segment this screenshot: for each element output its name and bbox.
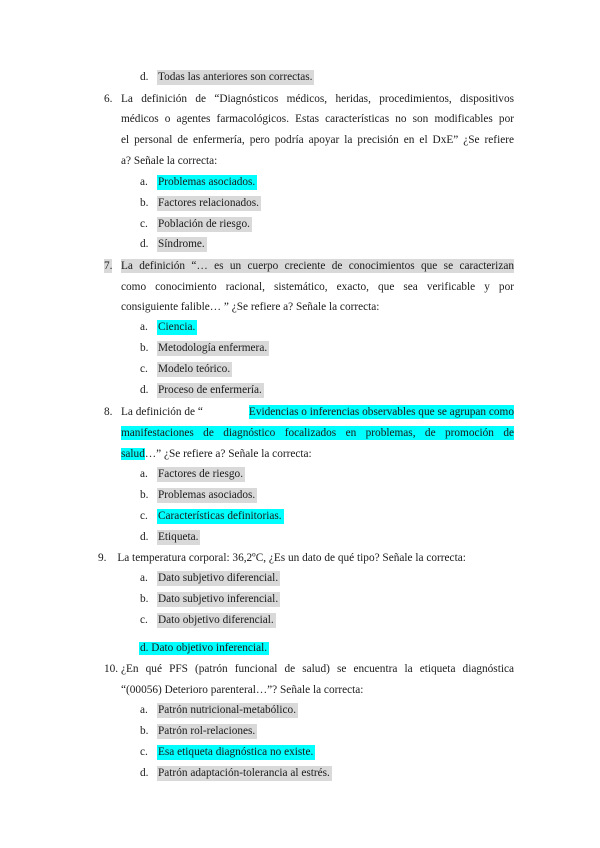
option-text: Ciencia. (158, 321, 196, 333)
option-text: Esa etiqueta diagnóstica no existe. (158, 746, 314, 758)
option-text: d. Dato objetivo inferencial. (140, 642, 268, 654)
option-text: Modelo teórico. (158, 363, 231, 375)
question-text: a? Señale la correcta: (121, 155, 218, 167)
question-number: 6. (104, 93, 113, 105)
option-text: Características definitorias. (158, 510, 282, 522)
option-text: Síndrome. (158, 238, 205, 250)
option-text: Dato subjetivo diferencial. (158, 572, 279, 584)
question-number: 8. (104, 406, 113, 418)
option-text: Metodología enfermera. (158, 342, 268, 354)
question-number: 7. (104, 260, 113, 272)
option-text: Dato objetivo diferencial. (158, 614, 274, 626)
option-text: Patrón rol-relaciones. (158, 725, 256, 737)
question-text: La definición de “Diagnósticos médicos, heridas, procedimientos, dispositivos (121, 93, 514, 105)
option-text: Todas las anteriores son correctas. (158, 71, 313, 83)
option-text: Patrón nutricional-metabólico. (158, 704, 297, 716)
question-text: “(00056) Deterioro parenteral…”? Señale la correcta: (121, 684, 364, 696)
question-text: …” ¿Se refiere a? Señale la correcta: (144, 448, 312, 460)
document-page: d. Todas las anteriores son correctas. 6. La definición de “Diagnósticos médicos, heridas, procedimientos, dispositivos médicos o agentes farmacológicos. Estas características no son modificables por el personal de enfermería, pero podría apoyar la precisión en el DxE” ¿Se refiere a? Señale la correcta: a. Problemas asociados. b. Factores relacionados. c. Población de riesgo. d. Síndrome. 7. La definición “… es un cuerpo creciente de conocimientos que se caracterizan como conocimiento racional, sistemático, exacto, que sea verificable y por consiguiente falible… ” ¿Se refiere a? Señale la correcta: a. Ciencia. b. Metodología enfermera. c. Modelo teórico. d. Proceso de enfermería. 8. La definición de “ Evidencias o inferencias observables que se agrupan como manifestaciones de diagnóstico focalizados en problemas, de promoción de salud…” ¿Se refiere a? Señale la correcta: a. Factores de riesgo. b. Problemas asociados. c. Características definitorias. d. Etiqueta. 9. La temperatura corporal: 36,2ºC, ¿Es un dato de qué tipo? Señale la correcta: a. Dato subjetivo diferencial. b. Dato subjetivo inferencial. c. Dato objetivo diferencial. d. Dato objetivo inferencial. 10. ¿En qué PFS (patrón funcional de salud) se encuentra la etiqueta diagnóstica “(00056) Deterioro parenteral…”? Señale la correcta: a. Patrón nutricional-metabólico. b. Patrón rol-relaciones. c. Esa etiqueta diagnóstica no existe. d. Patrón adaptación-tolerancia al estrés. (98, 71, 514, 779)
question-text: como conocimiento racional, sistemático, exacto, que sea verificable y por (121, 281, 514, 293)
option-text: Problemas asociados. (158, 489, 256, 501)
highlighted-text: Evidencias o inferencias observables que se agrupan como (248, 406, 514, 418)
question-text: el personal de enfermería, pero podría apoyar la precisión en el DxE” ¿Se refiere (121, 134, 514, 146)
option-text: Factores relacionados. (158, 197, 260, 209)
option-text: Patrón adaptación-tolerancia al estrés. (158, 767, 330, 779)
option-text: Problemas asociados. (158, 176, 256, 188)
question-text: La definición “… es un cuerpo creciente de conocimientos que se caracterizan (121, 260, 514, 272)
option-text: Etiqueta. (158, 531, 199, 543)
question-9 (98, 551, 466, 565)
option-text: Dato subjetivo inferencial. (158, 593, 279, 605)
question-text: médicos o agentes farmacológicos. Estas características no son modificables por (121, 113, 514, 125)
highlighted-text: salud (121, 448, 145, 460)
question-number: 9. (98, 552, 107, 564)
question-number: 10. (104, 663, 119, 675)
option-text: Factores de riesgo. (158, 468, 244, 480)
option-text: Población de riesgo. (158, 218, 250, 230)
option-text: Proceso de enfermería. (158, 384, 262, 396)
question-text: consiguiente falible… ” ¿Se refiere a? Señale la correcta: (121, 301, 380, 313)
question-text: La temperatura corporal: 36,2ºC, ¿Es un dato de qué tipo? Señale la correcta: (117, 552, 466, 564)
highlighted-text: manifestaciones de diagnóstico focalizados en problemas, de promoción de (121, 427, 514, 439)
question-text: La definición de “ (121, 406, 203, 418)
question-text: ¿En qué PFS (patrón funcional de salud) se encuentra la etiqueta diagnóstica (121, 663, 514, 675)
option-d (139, 641, 269, 655)
